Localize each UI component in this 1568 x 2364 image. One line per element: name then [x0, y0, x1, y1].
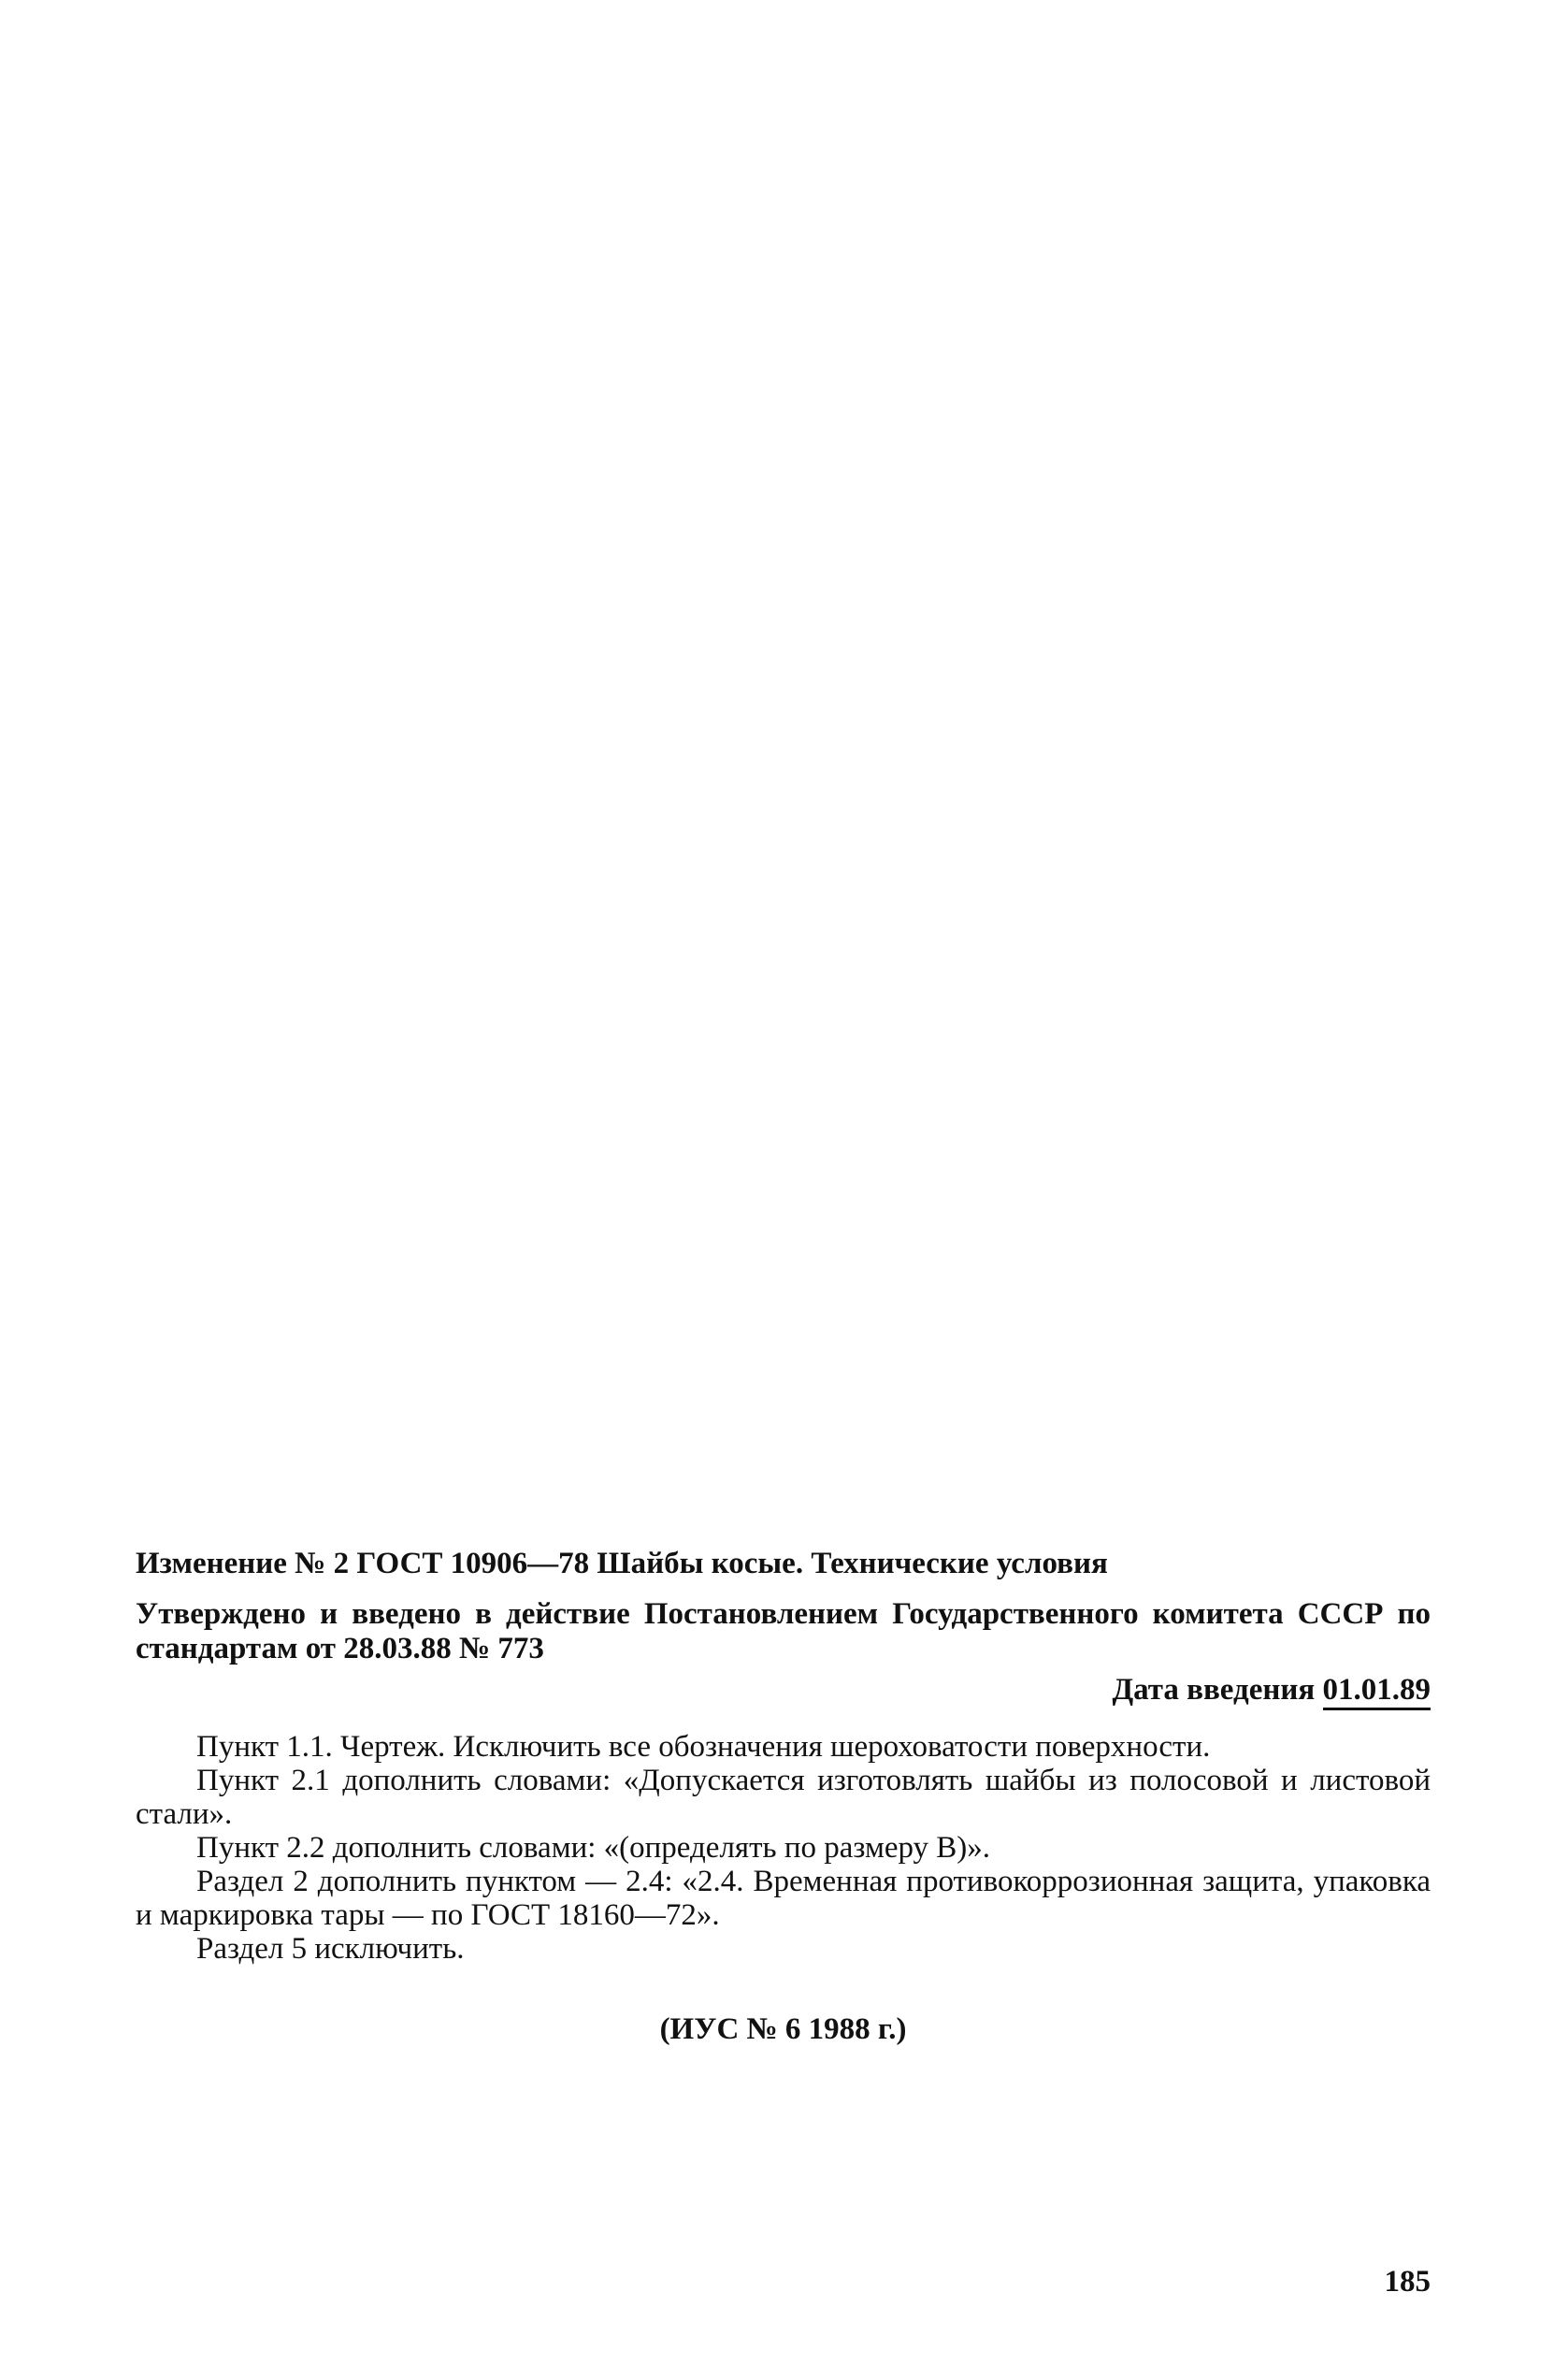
paragraph: Пункт 2.1 дополнить словами: «Допускается изготовлять шайбы из полосовой и листовой стали». — [136, 1764, 1431, 1831]
page-number: 185 — [1384, 2265, 1431, 2299]
amendment-body — [136, 1730, 1431, 1966]
amendment-title: Изменение № 2 ГОСТ 10906—78 Шайбы косые. Технические условия — [136, 1547, 1108, 1580]
paragraph: Пункт 2.2 дополнить словами: «(определять по размеру В)». — [196, 1831, 991, 1865]
paragraph: Раздел 2 дополнить пунктом — 2.4: «2.4. Временная противокоррозионная защита, упаковка и маркировка тары — по ГОСТ 18160—72». — [136, 1865, 1431, 1932]
effective-date-value: 01.01.89 — [1323, 1673, 1431, 1710]
paragraph: Раздел 5 исключить. — [196, 1932, 465, 1966]
paragraph: Пункт 1.1. Чертеж. Исключить все обозначения шероховатости поверхности. — [196, 1730, 1211, 1764]
approval-statement: Утверждено и введено в действие Постановлением Государственного комитета СССР по стандартам от 28.03.88 № 773 — [136, 1597, 1431, 1665]
effective-date-label: Дата введения — [1112, 1673, 1316, 1707]
effective-date — [1112, 1671, 1431, 1708]
source-reference: (ИУС № 6 1988 г.) — [659, 2012, 907, 2046]
